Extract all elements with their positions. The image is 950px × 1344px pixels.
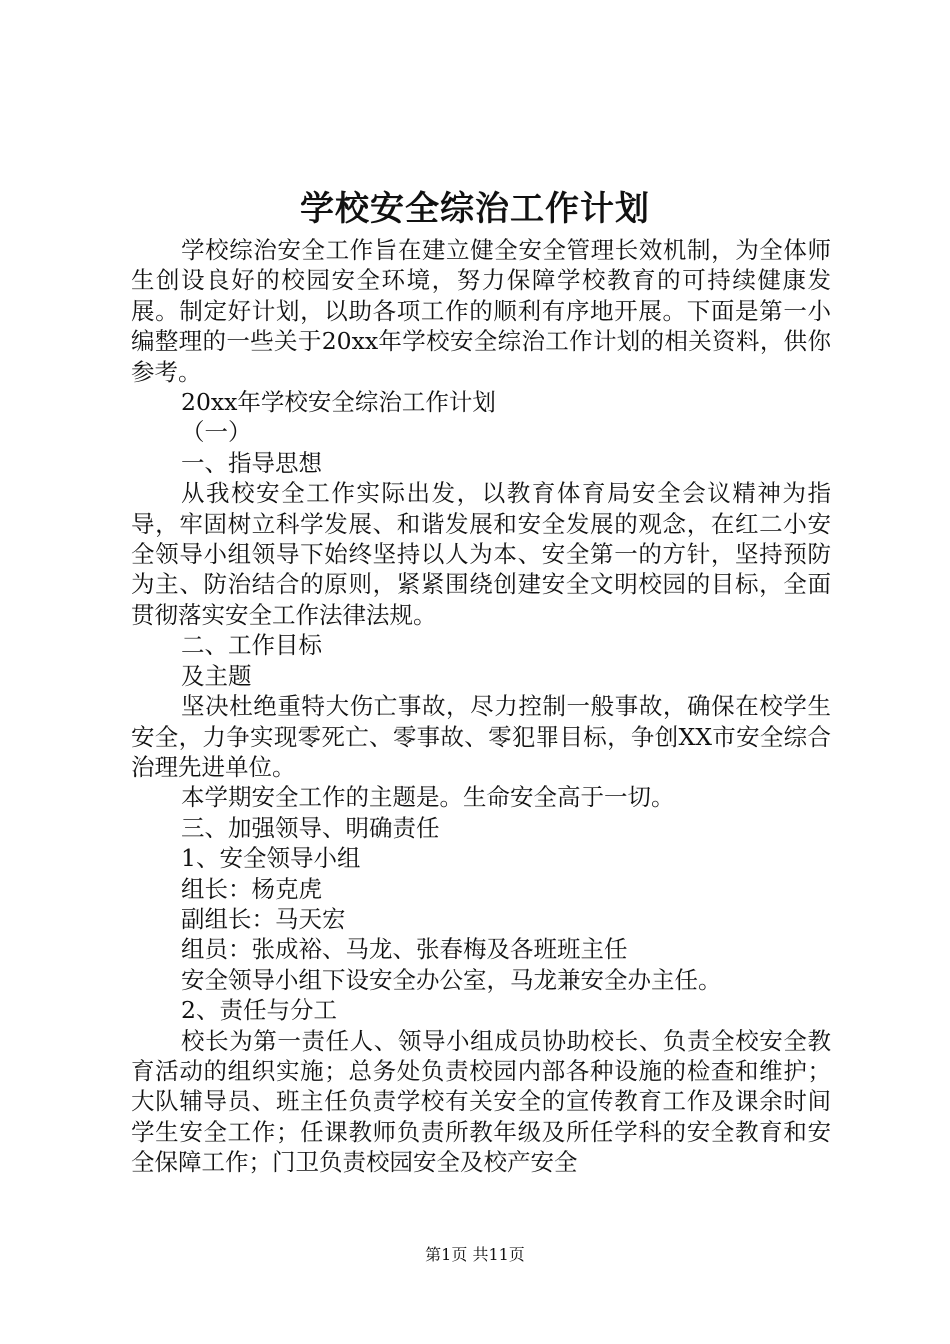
theme-paragraph: 本学期安全工作的主题是。生命安全高于一切。 [181,783,675,812]
document-body [131,235,831,1178]
plan-subtitle: 20xx年学校安全综治工作计划 [181,388,496,417]
responsibilities-paragraph: 校长为第一责任人、领导小组成员协助校长、负责全校安全教育活动的组织实施；总务处负责校园内部各种设施的检查和维护；大队辅导员、班主任负责学校有关安全的宣传教育工作及课余时间学生安全工作；任课教师负责所教年级及所任学科的安全教育和安全保障工作；门卫负责校园安全及校产安全 [131,1026,831,1177]
document-title: 学校安全综治工作计划 [300,189,650,229]
intro-paragraph: 学校综治安全工作旨在建立健全安全管理长效机制，为全体师生创设良好的校园安全环境，努力保障学校教育的可持续健康发展。制定好计划，以助各项工作的顺利有序地开展。下面是第一小编整理的一些关于20xx年学校安全综治工作计划的相关资料，供你参考。 [131,236,831,386]
group-leader-line: 组长：杨克虎 [181,874,322,903]
subsection-heading-responsibilities: 2、责任与分工 [181,996,337,1025]
part-number: （一） [181,418,252,447]
guiding-thought-paragraph: 从我校安全工作实际出发，以教育体育局安全会议精神为指导，牢固树立科学发展、和谐发展和安全发展的观念，在红二小安全领导小组领导下始终坚持以人为本、安全第一的方针，坚持预防为主、防治结合的原则，紧紧围绕创建安全文明校园的目标，全面贯彻落实安全工作法律法规。 [131,479,831,629]
section-heading-theme: 及主题 [181,661,252,690]
page-number-footer: 第1页 共11页 [425,1245,525,1264]
section-heading-leadership: 三、加强领导、明确责任 [181,813,440,842]
section-heading-work-goals: 二、工作目标 [181,631,322,660]
work-goals-paragraph: 坚决杜绝重特大伤亡事故，尽力控制一般事故，确保在校学生安全，力争实现零死亡、零事故、零犯罪目标，争创XX市安全综合治理先进单位。 [131,692,831,781]
section-heading-guiding-thought: 一、指导思想 [181,448,322,477]
subsection-heading-leading-group: 1、安全领导小组 [181,844,361,873]
deputy-leader-line: 副组长：马天宏 [181,904,346,933]
group-members-line: 组员：张成裕、马龙、张春梅及各班班主任 [181,935,628,964]
safety-office-line: 安全领导小组下设安全办公室，马龙兼安全办主任。 [181,965,722,994]
